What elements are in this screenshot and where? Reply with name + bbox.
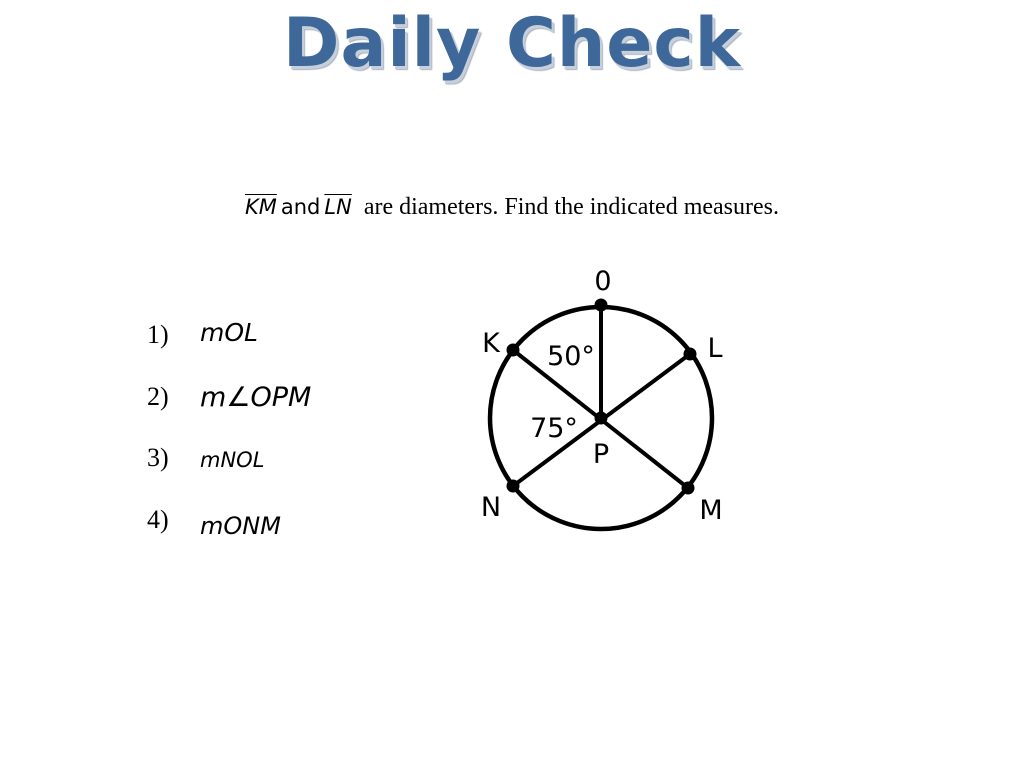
label-k: K — [482, 328, 500, 359]
label-p: P — [592, 439, 610, 470]
question-1-expression: mOL — [200, 318, 258, 347]
question-4-number: 4) — [147, 505, 169, 534]
question-2-number: 2) — [147, 382, 169, 411]
circle-diagram — [440, 255, 760, 555]
question-2-expression: m∠OPM — [200, 382, 312, 413]
point-p-dot — [595, 412, 608, 425]
question-1-number: 1) — [147, 320, 169, 349]
point-o-dot — [595, 299, 608, 312]
instruction-text — [0, 194, 1024, 221]
instruction-connector: and — [280, 195, 321, 219]
label-m: M — [699, 495, 723, 526]
question-3-expression: mNOL — [200, 448, 265, 472]
point-m-dot — [682, 482, 695, 495]
label-n: N — [480, 492, 502, 523]
angle-label-kpo: 50° — [547, 341, 595, 372]
label-o: 0 — [594, 266, 612, 297]
point-l-dot — [684, 348, 697, 361]
question-4-expression: mONM — [200, 512, 281, 540]
segment-km: $\overline{KM}$ — [244, 195, 277, 219]
angle-label-kpn: 75° — [530, 413, 578, 444]
label-l: L — [707, 333, 723, 364]
question-3-number: 3) — [147, 443, 169, 472]
segment-ln: $\overline{LN}$ — [324, 195, 352, 219]
point-k-dot — [507, 344, 520, 357]
instruction-body: are diameters. Find the indicated measures. — [363, 194, 779, 220]
point-n-dot — [507, 480, 520, 493]
page-title: Daily Check — [283, 4, 741, 83]
